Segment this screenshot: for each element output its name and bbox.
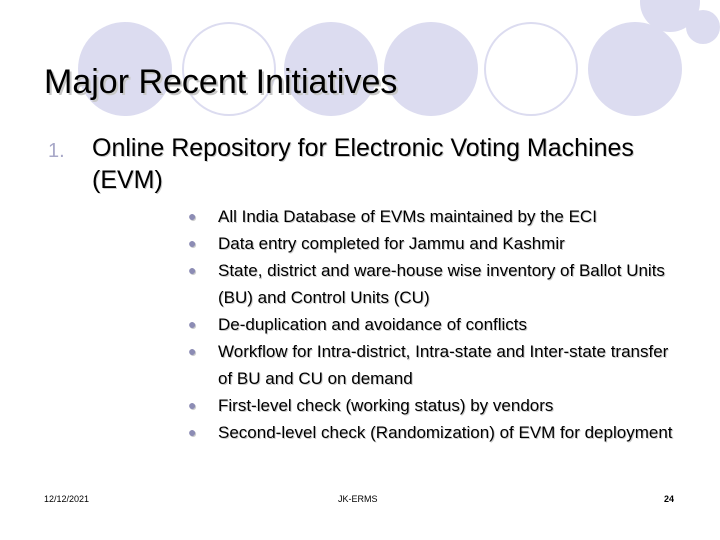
- circle-bullet-icon: ●: [188, 424, 197, 440]
- circle-bullet-icon: ●: [188, 235, 197, 251]
- bullet-item: [186, 419, 686, 446]
- bullet-item: [186, 257, 686, 311]
- bullet-item: [186, 230, 686, 257]
- item-number: 1.: [48, 140, 65, 162]
- bullet-item: [186, 392, 686, 419]
- circle-bullet-icon: ●: [188, 316, 197, 332]
- bullet-text: Data entry completed for Jammu and Kashmir: [218, 234, 565, 253]
- bullet-item: [186, 338, 686, 392]
- bullet-item: [186, 311, 686, 338]
- circle-bullet-icon: ●: [188, 397, 197, 413]
- bullet-list: [186, 203, 686, 446]
- bullet-text: Second-level check (Randomization) of EVM for deployment: [218, 423, 673, 442]
- circle-bullet-icon: ●: [188, 208, 197, 224]
- bullet-text: Workflow for Intra-district, Intra-state and Inter-state transfer of BU and CU on demand: [218, 342, 669, 388]
- bullet-text: State, district and ware-house wise inventory of Ballot Units (BU) and Control Units (CU): [218, 261, 665, 307]
- slide-title: Major Recent Initiatives: [44, 63, 398, 101]
- page-number: 24: [664, 494, 675, 504]
- bullet-text: De-duplication and avoidance of conflicts: [218, 315, 528, 334]
- footer-date: 12/12/2021: [44, 494, 90, 504]
- decor-circle-4: [384, 22, 478, 116]
- bullet-item: [186, 203, 686, 230]
- decor-circle-6: [588, 22, 682, 116]
- item-text: Online Repository for Electronic Voting Machines (EVM): [92, 134, 634, 194]
- bullet-text: First-level check (working status) by vendors: [218, 396, 554, 415]
- decor-circle-5: [484, 22, 578, 116]
- circle-bullet-icon: ●: [188, 262, 197, 278]
- footer-label: JK-ERMS: [338, 494, 378, 504]
- decor-circle-8: [686, 10, 720, 44]
- bullet-text: All India Database of EVMs maintained by the ECI: [218, 207, 597, 226]
- circle-bullet-icon: ●: [188, 343, 197, 359]
